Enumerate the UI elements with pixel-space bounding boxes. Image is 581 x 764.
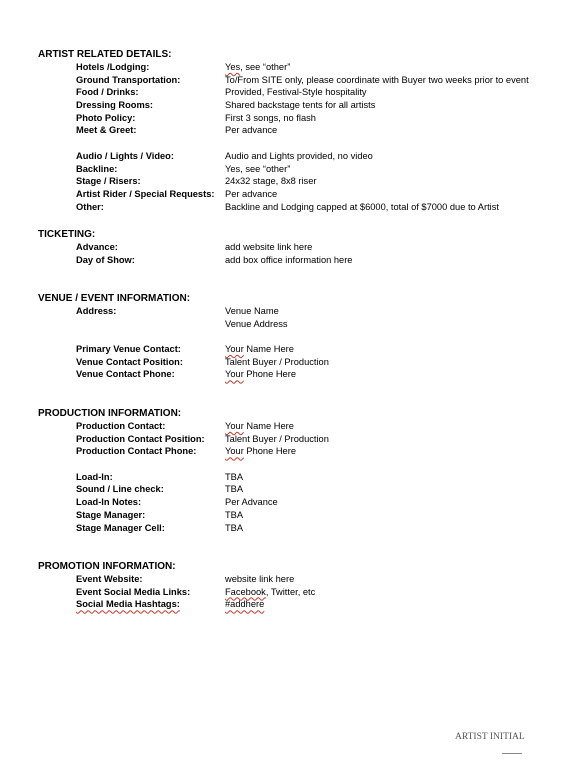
detail-row [38,188,529,201]
detail-row [38,522,329,535]
field-value-text: Phone Here [243,446,296,457]
field-value-text: Name Here [243,344,294,355]
detail-row [38,150,529,163]
field-label: Hotels /Lodging: [76,62,150,72]
production-section [38,407,329,534]
field-value: Venue Address [225,318,288,329]
field-value: TBA [225,522,244,533]
field-label: Meet & Greet: [76,125,137,136]
detail-row [38,356,329,369]
detail-row [38,471,329,484]
field-value: Per Advance [225,497,278,508]
field-label: Production Contact: [76,421,166,431]
detail-row [38,483,329,496]
field-value: add box office information here [225,254,353,265]
field-value: add website link here [225,242,313,252]
promotion-section [38,560,315,611]
artist-rows-2 [38,150,529,213]
field-value: First 3 songs, no flash [225,112,316,123]
field-label: Venue Contact Phone: [76,369,175,380]
detail-row [38,445,329,458]
artist-initial-label: ARTIST INITIAL [455,732,525,742]
spacer [38,137,529,150]
field-value-text: Name Here [243,421,294,431]
field-label: Production Contact Phone: [76,446,197,457]
field-value [225,598,264,611]
artist-details-section [38,48,529,213]
section-heading: VENUE / EVENT INFORMATION: [38,293,191,304]
detail-row [38,61,529,74]
detail-row [38,86,529,99]
detail-row [38,124,529,137]
field-label: Stage / Risers: [76,176,141,187]
field-label: Primary Venue Contact: [76,344,181,355]
field-value: 24x32 stage, 8x8 riser [225,176,317,187]
field-label: Backline: [76,163,118,174]
field-value [225,420,294,433]
detail-row [38,368,329,381]
field-label: Stage Manager: [76,509,146,520]
artist-rows [38,61,529,137]
field-value [225,368,296,381]
detail-row [38,99,529,112]
detail-row [38,573,315,586]
field-label [38,318,225,331]
field-value: Shared backstage tents for all artists [225,100,376,111]
field-label: Artist Rider / Special Requests: [76,188,215,199]
detail-row [38,112,529,125]
field-label [38,598,225,611]
field-label: Load-In: [76,471,113,482]
venue-section [38,292,329,381]
spellcheck-word: Facebook [225,586,266,597]
field-value [225,445,296,458]
spellcheck-word: Your [225,421,244,431]
detail-row [38,175,529,188]
detail-row [38,509,329,522]
section-heading: ARTIST RELATED DETAILS: [38,49,172,60]
initial-signature-line[interactable] [502,753,522,754]
field-label: Food / Drinks: [76,87,139,98]
field-label: Load-In Notes: [76,497,142,508]
detail-row [38,420,329,433]
section-heading: TICKETING: [38,229,96,240]
spellcheck-word: Social Media Hashtags: [76,599,180,610]
field-value [225,61,290,74]
field-value: To/From SITE only, please coordinate with Buyer two weeks prior to event [225,74,529,85]
field-value [225,343,294,356]
field-label: Day of Show: [76,254,135,265]
spacer [38,458,329,471]
field-value-text: Phone Here [243,369,296,380]
detail-row [38,586,315,599]
field-label: Advance: [76,242,118,252]
field-value: TBA [225,484,244,495]
field-value: TBA [225,509,244,520]
field-value-text: , Twitter, etc [265,586,316,597]
field-value: Yes, see “other” [225,163,291,174]
detail-row [38,496,329,509]
detail-row [38,163,529,176]
field-value: Per advance [225,125,278,136]
field-label: Dressing Rooms: [76,100,153,111]
spellcheck-word: #addhere [225,599,265,610]
ticketing-section [38,228,352,266]
field-label: Sound / Line check: [76,484,164,495]
field-label: Venue Contact Position: [76,356,183,367]
field-value: Talent Buyer / Production [225,433,329,444]
field-value: website link here [225,574,295,584]
field-label: Production Contact Position: [76,433,205,444]
detail-row [38,433,329,446]
field-value: Audio and Lights provided, no video [225,150,373,161]
field-value: Venue Name [225,306,279,316]
detail-row [38,598,315,611]
detail-row [38,318,329,331]
field-label: Address: [76,306,117,316]
detail-row [38,241,352,254]
detail-row [38,305,329,318]
field-value: TBA [225,471,244,482]
section-heading: PRODUCTION INFORMATION: [38,408,182,419]
field-value: Per advance [225,188,278,199]
field-label: Audio / Lights / Video: [76,150,174,161]
field-label: Event Social Media Links: [76,586,191,597]
field-value: Talent Buyer / Production [225,356,329,367]
spacer [38,330,329,343]
field-value [225,586,315,599]
field-value: Backline and Lodging capped at $6000, total of $7000 due to Artist [225,201,499,212]
spellcheck-word: Your [225,369,244,380]
detail-row [38,254,352,267]
detail-row [38,74,529,87]
detail-row [38,343,329,356]
field-label: Event Website: [76,574,143,584]
spellcheck-word: Your [225,344,244,355]
field-label: Photo Policy: [76,112,136,123]
field-value-text: , see “other” [240,62,291,72]
detail-row [38,201,529,214]
field-label: Stage Manager Cell: [76,522,165,533]
section-heading: PROMOTION INFORMATION: [38,561,176,572]
spellcheck-word: Yes [225,62,241,72]
field-label: Ground Transportation: [76,74,181,85]
spellcheck-word: Your [225,446,244,457]
field-label: Other: [76,201,104,212]
field-value: Provided, Festival-Style hospitality [225,87,367,98]
